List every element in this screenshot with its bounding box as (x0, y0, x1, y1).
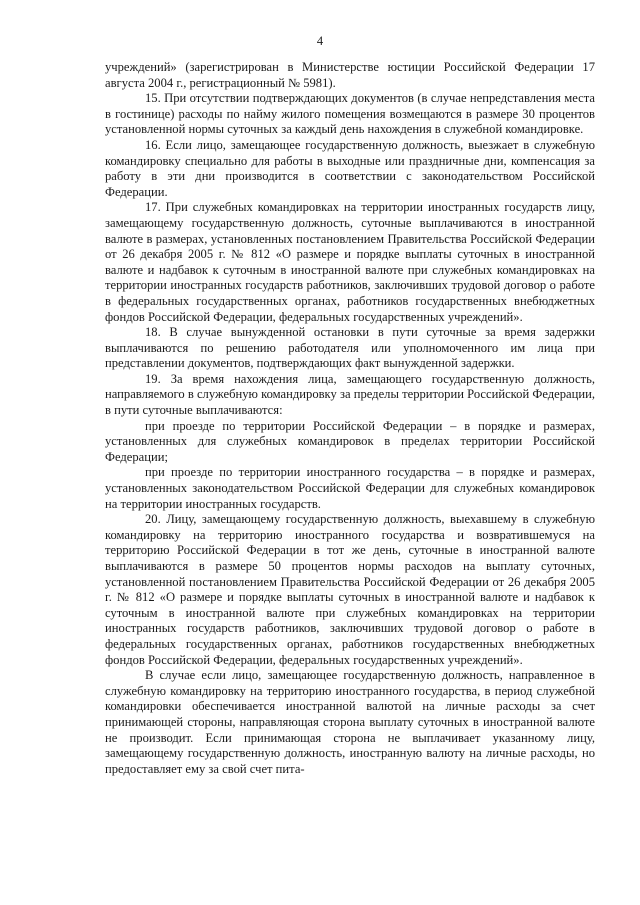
document-body (105, 60, 595, 777)
paragraph-20: 20. Лицу, замещающему государственную должность, выехавшему в служебную командировку на территорию иностранного государства и возвратившемуся на территорию Российской Федерации в тот же день, суточные в иностранной валюте выплачиваются в размере 50 процентов нормы расходов на выплату суточных, установленной постановлением Правительства Российской Федерации от 26 декабря 2005 г. № 812 «О размере и порядке выплаты суточных в иностранной валюте и надбавок к суточным в иностранной валюте при служебных командировках на территории иностранных государств работников, заключивших трудовой договор о работе в федеральных государственных органах, работников государственных внебюджетных фондов Российской Федерации, федеральных государственных учреждений». (105, 512, 595, 667)
page-number: 4 (316, 34, 324, 48)
paragraph-19-clause-foreign: при проезде по территории иностранного государства – в порядке и размерах, установленных законодательством Российской Федерации для служебных командировок на территории иностранных государств. (105, 465, 595, 511)
paragraph-19-clause-russia: при проезде по территории Российской Федерации – в порядке и размерах, установленных для служебных командировок в пределах территории Российской Федерации; (105, 418, 595, 464)
paragraph-19: 19. За время нахождения лица, замещающего государственную должность, направляемого в служебную командировку за пределы территории Российской Федерации, в пути суточные выплачиваются: (105, 371, 595, 418)
paragraph-16: 16. Если лицо, замещающее государственную должность, выезжает в служебную командировку специально для работы в выходные или праздничные дни, компенсация за работу в эти дни производится в соответствии с законодательством Российской Федерации. (105, 137, 595, 199)
paragraph-20-addendum: В случае если лицо, замещающее государственную должность, направленное в служебную командировку на территорию иностранного государства, в период служебной командировки обеспечивается иностранной валютой на личные расходы за счет принимающей стороны, направляющая сторона выплату суточных в иностранной валюте не производит. Если принимающая сторона не выплачивает указанному лицу, замещающему государственную должность, иностранную валюту на личные расходы, но предоставляет ему за свой счет пита- (105, 668, 595, 776)
paragraph-17: 17. При служебных командировках на территории иностранных государств лицу, замещающему государственную должность, суточные выплачиваются в иностранной валюте в размерах, установленных постановлением Правительства Российской Федерации от 26 декабря 2005 г. № 812 «О размере и порядке выплаты суточных в иностранной валюте и надбавок к суточным в иностранной валюте при служебных командировках на территории иностранных государств работников, заключивших трудовой договор о работе в федеральных государственных органах, работников государственных внебюджетных фондов Российской Федерации, федеральных государственных учреждений». (105, 200, 595, 324)
paragraph-18: 18. В случае вынужденной остановки в пути суточные за время задержки выплачиваются по решению работодателя или уполномоченного им лица при представлении документов, подтверждающих факт вынужденной задержки. (105, 325, 595, 371)
paragraph-continuation: учреждений» (зарегистрирован в Министерстве юстиции Российской Федерации 17 августа 2004 г., регистрационный № 5981). (105, 60, 595, 90)
paragraph-15: 15. При отсутствии подтверждающих документов (в случае непредставления места в гостинице) расходы по найму жилого помещения возмещаются в размере 30 процентов установленной нормы суточных за каждый день нахождения в служебной командировке. (105, 91, 595, 137)
